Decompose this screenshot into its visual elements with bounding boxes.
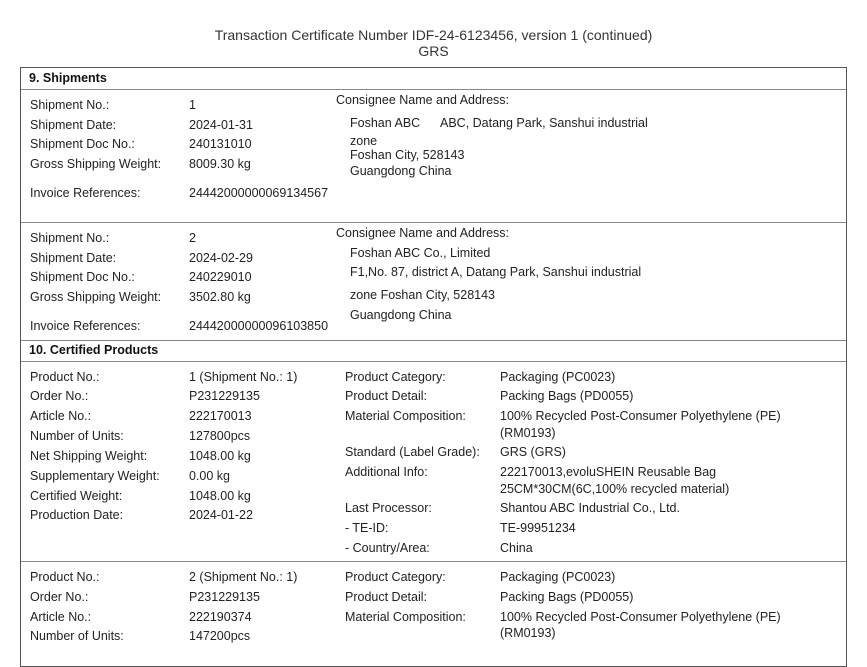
certified-weight-value: 1048.00 kg xyxy=(189,489,251,503)
product-no-label: Product No.: xyxy=(30,570,100,584)
shipments-section-title: 9. Shipments xyxy=(29,71,107,85)
article-no-value: 222170013 xyxy=(189,409,252,423)
shipment-date-label: Shipment Date: xyxy=(30,118,117,132)
te-id-value: TE-99951234 xyxy=(500,521,576,535)
detail-label: Product Detail: xyxy=(345,590,427,604)
supplementary-weight-value: 0.00 kg xyxy=(189,469,231,483)
divider xyxy=(21,561,846,562)
product-no-label: Product No.: xyxy=(30,370,100,384)
consignee-address-line: Foshan ABC Co., Limited xyxy=(350,246,491,260)
consignee-address-line: Guangdong China xyxy=(350,164,452,178)
order-no-value: P231229135 xyxy=(189,590,260,604)
consignee-label: Consignee Name and Address: xyxy=(336,93,510,107)
te-id-label: - TE-ID: xyxy=(345,521,389,535)
shipment-no-value: 1 xyxy=(189,98,196,112)
category-label: Product Category: xyxy=(345,370,446,384)
certified-weight-label: Certified Weight: xyxy=(30,489,123,503)
country-value: China xyxy=(500,541,533,555)
shipment-no-value: 2 xyxy=(189,231,196,245)
divider xyxy=(21,361,846,362)
certificate-title: Transaction Certificate Number IDF-24-6123456, version 1 (continued) xyxy=(214,27,653,43)
category-label: Product Category: xyxy=(345,570,446,584)
gross-weight-value: 8009.30 kg xyxy=(189,157,251,171)
standard-label: Standard (Label Grade): xyxy=(345,445,480,459)
consignee-address-line: zone xyxy=(350,134,378,148)
invoice-value: 24442000000096103850 xyxy=(189,319,329,333)
article-no-value: 222190374 xyxy=(189,610,252,624)
shipment-doc-value: 240229010 xyxy=(189,270,252,284)
divider xyxy=(21,340,846,341)
article-no-label: Article No.: xyxy=(30,409,92,423)
article-no-label: Article No.: xyxy=(30,610,92,624)
order-no-value: P231229135 xyxy=(189,389,260,403)
units-label: Number of Units: xyxy=(30,629,124,643)
consignee-address-line: Guangdong China xyxy=(350,308,452,322)
production-date-value: 2024-01-22 xyxy=(189,508,253,522)
country-label: - Country/Area: xyxy=(345,541,430,555)
products-section-title: 10. Certified Products xyxy=(29,343,159,357)
shipment-date-label: Shipment Date: xyxy=(30,251,117,265)
invoice-label: Invoice References: xyxy=(30,186,141,200)
units-label: Number of Units: xyxy=(30,429,124,443)
product-no-value: 1 (Shipment No.: 1) xyxy=(189,370,298,384)
shipment-date-value: 2024-02-29 xyxy=(189,251,253,265)
additional-info-label: Additional Info: xyxy=(345,465,428,479)
shipment-no-label: Shipment No.: xyxy=(30,231,110,245)
gross-weight-label: Gross Shipping Weight: xyxy=(30,290,162,304)
invoice-value: 24442000000069134567 xyxy=(189,186,329,200)
units-value: 147200pcs xyxy=(189,629,251,643)
consignee-address-line: F1,No. 87, district A, Datang Park, Sanshui industrial xyxy=(350,265,642,279)
production-date-label: Production Date: xyxy=(30,508,124,522)
shipment-date-value: 2024-01-31 xyxy=(189,118,253,132)
order-no-label: Order No.: xyxy=(30,590,89,604)
order-no-label: Order No.: xyxy=(30,389,89,403)
divider xyxy=(21,89,846,90)
shipment-doc-label: Shipment Doc No.: xyxy=(30,270,135,284)
units-value: 127800pcs xyxy=(189,429,251,443)
certificate-standard: GRS xyxy=(418,43,449,59)
net-weight-value: 1048.00 kg xyxy=(189,449,251,463)
consignee-label: Consignee Name and Address: xyxy=(336,226,510,240)
additional-info-value-cont: 25CM*30CM(6C,100% recycled material) xyxy=(500,482,730,496)
consignee-address-line: zone Foshan City, 528143 xyxy=(350,288,496,302)
divider xyxy=(21,222,846,223)
category-value: Packaging (PC0023) xyxy=(500,570,616,584)
detail-value: Packing Bags (PD0055) xyxy=(500,389,634,403)
consignee-address-line: ABC, Datang Park, Sanshui industrial xyxy=(440,116,648,130)
consignee-address-line: Foshan City, 528143 xyxy=(350,148,465,162)
net-weight-label: Net Shipping Weight: xyxy=(30,449,148,463)
material-value-cont: (RM0193) xyxy=(500,626,556,640)
material-label: Material Composition: xyxy=(345,409,466,423)
supplementary-weight-label: Supplementary Weight: xyxy=(30,469,160,483)
shipment-doc-label: Shipment Doc No.: xyxy=(30,137,135,151)
shipment-no-label: Shipment No.: xyxy=(30,98,110,112)
material-value-cont: (RM0193) xyxy=(500,426,556,440)
last-processor-value: Shantou ABC Industrial Co., Ltd. xyxy=(500,501,680,515)
detail-value: Packing Bags (PD0055) xyxy=(500,590,634,604)
shipment-doc-value: 240131010 xyxy=(189,137,252,151)
material-value: 100% Recycled Post-Consumer Polyethylene (PE) xyxy=(500,610,781,624)
category-value: Packaging (PC0023) xyxy=(500,370,616,384)
material-value: 100% Recycled Post-Consumer Polyethylene (PE) xyxy=(500,409,781,423)
gross-weight-label: Gross Shipping Weight: xyxy=(30,157,162,171)
gross-weight-value: 3502.80 kg xyxy=(189,290,251,304)
product-no-value: 2 (Shipment No.: 1) xyxy=(189,570,298,584)
last-processor-label: Last Processor: xyxy=(345,501,432,515)
material-label: Material Composition: xyxy=(345,610,466,624)
additional-info-value: 222170013,evoluSHEIN Reusable Bag xyxy=(500,465,717,479)
invoice-label: Invoice References: xyxy=(30,319,141,333)
standard-value: GRS (GRS) xyxy=(500,445,566,459)
consignee-address-line: Foshan ABC xyxy=(350,116,421,130)
detail-label: Product Detail: xyxy=(345,389,427,403)
